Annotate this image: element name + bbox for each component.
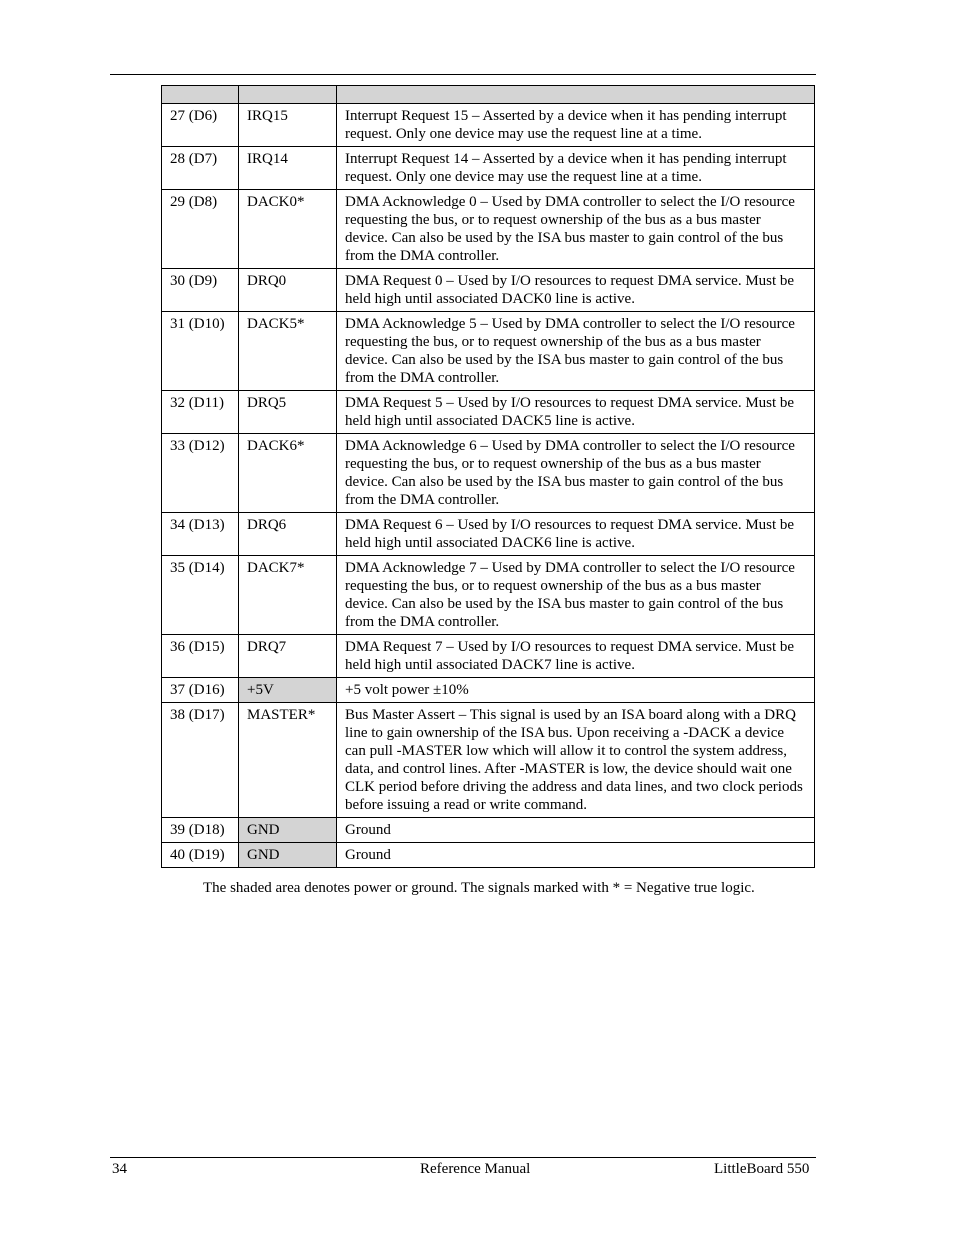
description-cell: Interrupt Request 15 – Asserted by a device when it has pending interrupt request. Only one device may use the request line at a time. bbox=[337, 104, 815, 147]
pin-cell: 30 (D9) bbox=[162, 269, 239, 312]
pin-cell: 37 (D16) bbox=[162, 678, 239, 703]
header-cell-pin bbox=[162, 86, 239, 104]
signal-cell: GND bbox=[239, 818, 337, 843]
table-row bbox=[162, 269, 815, 312]
table-row bbox=[162, 513, 815, 556]
header-cell-signal bbox=[239, 86, 337, 104]
signal-cell: GND bbox=[239, 843, 337, 868]
table-row bbox=[162, 104, 815, 147]
signal-cell: DRQ6 bbox=[239, 513, 337, 556]
table-row bbox=[162, 678, 815, 703]
signal-cell: DACK5* bbox=[239, 312, 337, 391]
footer-product: LittleBoard 550 bbox=[714, 1161, 810, 1177]
pin-cell: 35 (D14) bbox=[162, 556, 239, 635]
pin-cell: 29 (D8) bbox=[162, 190, 239, 269]
signal-cell: DACK0* bbox=[239, 190, 337, 269]
description-cell: DMA Acknowledge 7 – Used by DMA controller to select the I/O resource requesting the bus, or to request ownership of the bus as a bus master device. Can also be used by the ISA bus master to gain control of the bus from the DMA controller. bbox=[337, 556, 815, 635]
table-header bbox=[162, 86, 815, 104]
header-rule bbox=[110, 74, 816, 75]
pin-cell: 36 (D15) bbox=[162, 635, 239, 678]
table-row bbox=[162, 391, 815, 434]
signal-cell: IRQ15 bbox=[239, 104, 337, 147]
signal-cell: DACK7* bbox=[239, 556, 337, 635]
footer-title: Reference Manual bbox=[420, 1161, 531, 1177]
table-row bbox=[162, 434, 815, 513]
table-note: The shaded area denotes power or ground. The signals marked with * = Negative true logic. bbox=[203, 880, 755, 896]
footer-rule bbox=[110, 1157, 816, 1158]
pin-cell: 32 (D11) bbox=[162, 391, 239, 434]
signal-cell: DACK6* bbox=[239, 434, 337, 513]
table-row bbox=[162, 635, 815, 678]
signal-cell: IRQ14 bbox=[239, 147, 337, 190]
pin-cell: 31 (D10) bbox=[162, 312, 239, 391]
description-cell: DMA Request 7 – Used by I/O resources to request DMA service. Must be held high until associated DACK7 line is active. bbox=[337, 635, 815, 678]
pin-cell: 40 (D19) bbox=[162, 843, 239, 868]
description-cell: Bus Master Assert – This signal is used by an ISA board along with a DRQ line to gain ownership of the ISA bus. Upon receiving a -DACK a device can pull -MASTER low which will allow it to control the system address, data, and control lines. After -MASTER is low, the device should wait one CLK period before driving the address and data lines, and two clock periods before issuing a read or write command. bbox=[337, 703, 815, 818]
description-cell: DMA Acknowledge 6 – Used by DMA controller to select the I/O resource requesting the bus, or to request ownership of the bus as a bus master device. Can also be used by the ISA bus master to gain control of the bus from the DMA controller. bbox=[337, 434, 815, 513]
description-cell: Interrupt Request 14 – Asserted by a device when it has pending interrupt request. Only one device may use the request line at a time. bbox=[337, 147, 815, 190]
description-cell: DMA Acknowledge 0 – Used by DMA controller to select the I/O resource requesting the bus, or to request ownership of the bus as a bus master device. Can also be used by the ISA bus master to gain control of the bus from the DMA controller. bbox=[337, 190, 815, 269]
table-row bbox=[162, 843, 815, 868]
pin-cell: 34 (D13) bbox=[162, 513, 239, 556]
header-row bbox=[162, 86, 815, 104]
signal-cell: DRQ5 bbox=[239, 391, 337, 434]
description-cell: DMA Acknowledge 5 – Used by DMA controller to select the I/O resource requesting the bus, or to request ownership of the bus as a bus master device. Can also be used by the ISA bus master to gain control of the bus from the DMA controller. bbox=[337, 312, 815, 391]
description-cell: DMA Request 0 – Used by I/O resources to request DMA service. Must be held high until associated DACK0 line is active. bbox=[337, 269, 815, 312]
pinout-table bbox=[161, 85, 815, 868]
pin-cell: 33 (D12) bbox=[162, 434, 239, 513]
signal-cell: MASTER* bbox=[239, 703, 337, 818]
description-cell: Ground bbox=[337, 843, 815, 868]
page-number: 34 bbox=[112, 1161, 127, 1177]
description-cell: +5 volt power ±10% bbox=[337, 678, 815, 703]
description-cell: DMA Request 6 – Used by I/O resources to request DMA service. Must be held high until associated DACK6 line is active. bbox=[337, 513, 815, 556]
table-body bbox=[162, 104, 815, 868]
signal-cell: DRQ0 bbox=[239, 269, 337, 312]
table-row bbox=[162, 818, 815, 843]
table-row bbox=[162, 312, 815, 391]
pin-cell: 28 (D7) bbox=[162, 147, 239, 190]
header-cell-description bbox=[337, 86, 815, 104]
description-cell: Ground bbox=[337, 818, 815, 843]
signal-cell: +5V bbox=[239, 678, 337, 703]
pin-cell: 39 (D18) bbox=[162, 818, 239, 843]
pin-cell: 38 (D17) bbox=[162, 703, 239, 818]
table-row bbox=[162, 703, 815, 818]
table-row bbox=[162, 147, 815, 190]
signal-cell: DRQ7 bbox=[239, 635, 337, 678]
description-cell: DMA Request 5 – Used by I/O resources to request DMA service. Must be held high until associated DACK5 line is active. bbox=[337, 391, 815, 434]
pin-cell: 27 (D6) bbox=[162, 104, 239, 147]
table-row bbox=[162, 190, 815, 269]
table-row bbox=[162, 556, 815, 635]
